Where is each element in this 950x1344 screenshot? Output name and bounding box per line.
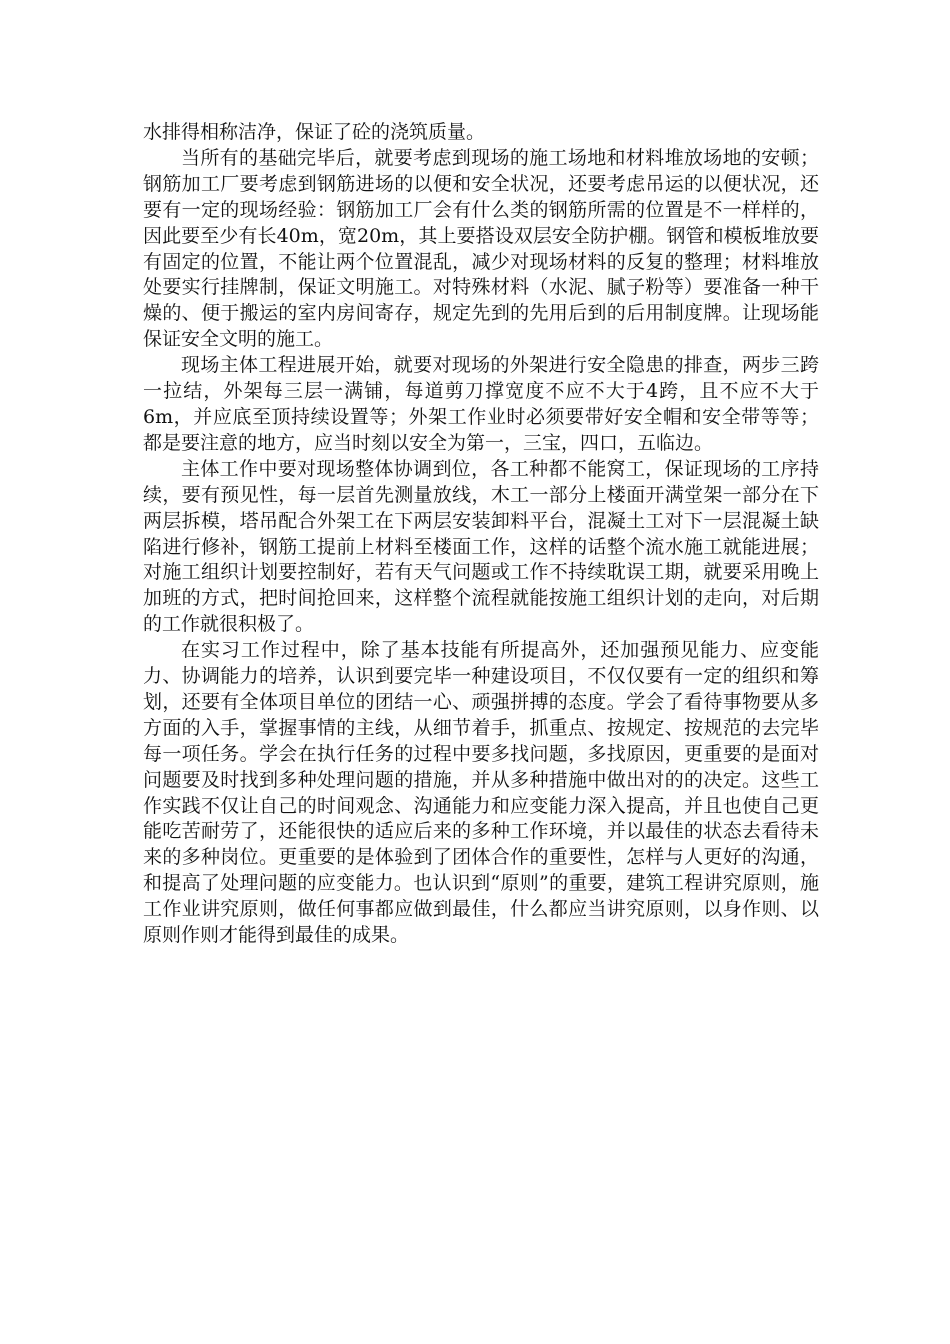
document-page (143, 120, 819, 949)
paragraph-internship-summary: 在实习工作过程中，除了基本技能有所提高外，还加强预见能力、应变能力、协调能力的培养，认识到要完毕一种建设项目，不仅仅要有一定的组织和筹划，还要有全体项目单位的团结一心、顽强拼搏的态度。学会了看待事物要从多方面的入手，掌握事情的主线，从细节着手，抓重点、按规定、按规范的去完毕每一项任务。学会在执行任务的过程中要多找问题，多找原因，更重要的是面对问题要及时找到多种处理问题的措施，并从多种措施中做出对的的决定。这些工作实践不仅让自己的时间观念、沟通能力和应变能力深入提高，并且也使自己更能吃苦耐劳了，还能很快的适应后来的多种工作环境，并以最佳的状态去看待未来的多种岗位。更重要的是体验到了团体合作的重要性，怎样与人更好的沟通，和提高了处理问题的应变能力。也认识到“原则”的重要，建筑工程讲究原则，施工作业讲究原则，做任何事都应做到最佳，什么都应当讲究原则，以身作则、以原则作则才能得到最佳的成果。 (143, 639, 819, 947)
paragraph-coordination: 主体工作中要对现场整体协调到位，各工种都不能窝工，保证现场的工序持续，要有预见性，每一层首先测量放线，木工一部分上楼面开满堂架一部分在下两层拆模，塔吊配合外架工在下两层安装卸料平台，混凝土工对下一层混凝土缺陷进行修补，钢筋工提前上材料至楼面工作，这样的话整个流水施工就能进展；对施工组织计划要控制好，若有天气问题或工作不持续耽误工期，就要采用晚上加班的方式，把时间抢回来，这样整个流程就能按施工组织计划的走向，对后期的工作就很积极了。 (143, 457, 819, 636)
paragraph-site-layout: 当所有的基础完毕后，就要考虑到现场的施工场地和材料堆放场地的安顿；钢筋加工厂要考虑到钢筋进场的以便和安全状况，还要考虑吊运的以便状况，还要有一定的现场经验：钢筋加工厂会有什么类的钢筋所需的位置是不一样样的，因此要至少有长40m，宽20m，其上要搭设双层安全防护棚。钢管和模板堆放要有固定的位置，不能让两个位置混乱，减少对现场材料的反复的整理；材料堆放处要实行挂牌制，保证文明施工。对特殊材料（水泥、腻子粉等）要准备一种干燥的、便于搬运的室内房间寄存，规定先到的先用后到的后用制度牌。让现场能保证安全文明的施工。 (143, 146, 819, 351)
paragraph-continuation: 水排得相称洁净，保证了砼的浇筑质量。 (143, 121, 486, 143)
paragraph-scaffold-safety: 现场主体工程进展开始，就要对现场的外架进行安全隐患的排查，两步三跨一拉结，外架每三层一满铺，每道剪刀撑宽度不应不大于4跨，且不应不大于6m，并应底至顶持续设置等；外架工作业时必须要带好安全帽和安全带等等；都是要注意的地方，应当时刻以安全为第一，三宝，四口，五临边。 (143, 354, 819, 454)
